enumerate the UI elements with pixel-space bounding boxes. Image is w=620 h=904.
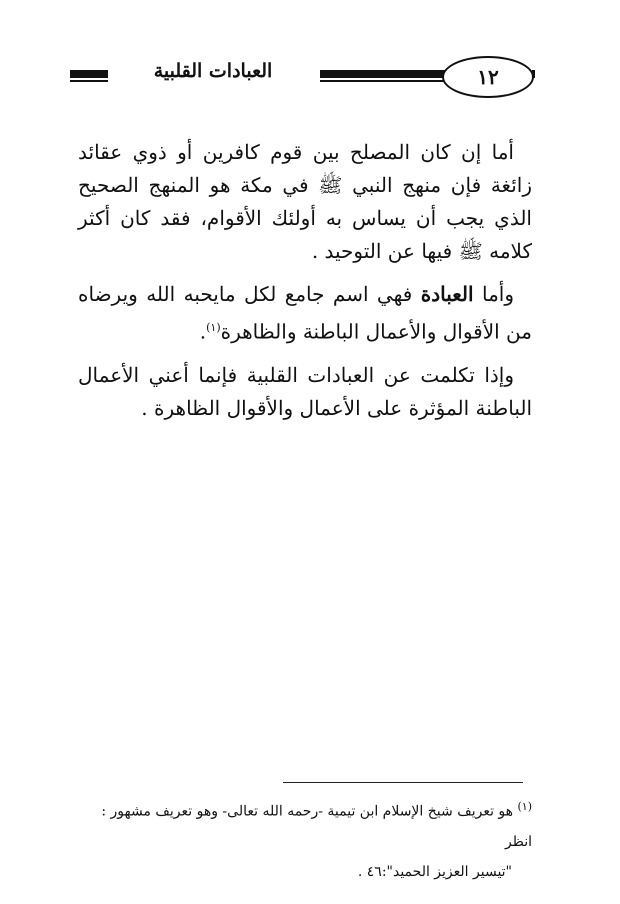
footnote-reference: (١) <box>206 321 221 334</box>
footnote <box>70 792 532 887</box>
footnote-separator <box>283 782 523 783</box>
page-number: ١٢ <box>442 56 534 98</box>
paragraph-2 <box>78 278 532 349</box>
header-rule-left <box>70 70 108 78</box>
paragraph-2-rest: فهي اسم جامع لكل مايحبه الله ويرضاه من الأقوال والأعمال الباطنة والظاهرة <box>78 282 532 344</box>
paragraph-2-end: . <box>199 319 207 344</box>
header-rule-left-thin <box>70 80 108 82</box>
paragraph-3: وإذا تكلمت عن العبادات القلبية فإنما أعني الأعمال الباطنة المؤثرة على الأعمال والأقوال الظاهرة . <box>78 362 532 420</box>
footnote-line-2: "تيسير العزيز الحميد":٤٦ . <box>357 863 512 880</box>
footnote-line-1 <box>70 792 532 857</box>
page-header <box>70 56 535 100</box>
header-rule-middle <box>320 70 445 78</box>
header-rule-right <box>532 70 535 78</box>
footnote-text: هو تعريف شيخ الإسلام ابن تيمية -رحمه الله تعالى- وهو تعريف مشهور : انظر <box>101 803 532 850</box>
footnote-mark: (١) <box>517 800 532 813</box>
bold-term: العبادة <box>420 282 474 306</box>
running-title: العبادات القلبية <box>153 60 273 82</box>
paragraph-2-start: وأما <box>473 282 514 306</box>
main-text <box>78 136 532 435</box>
header-rule-middle-thin <box>320 80 445 82</box>
paragraph-1: أما إن كان المصلح بين قوم كافرين أو ذوي عقائد زائغة فإن منهج النبي ﷺ في مكة هو المنهج الصحيح الذي يجب أن يساس به أولئك الأقوام، فقد كان أكثر كلامه ﷺ فيها عن التوحيد . <box>78 140 532 263</box>
